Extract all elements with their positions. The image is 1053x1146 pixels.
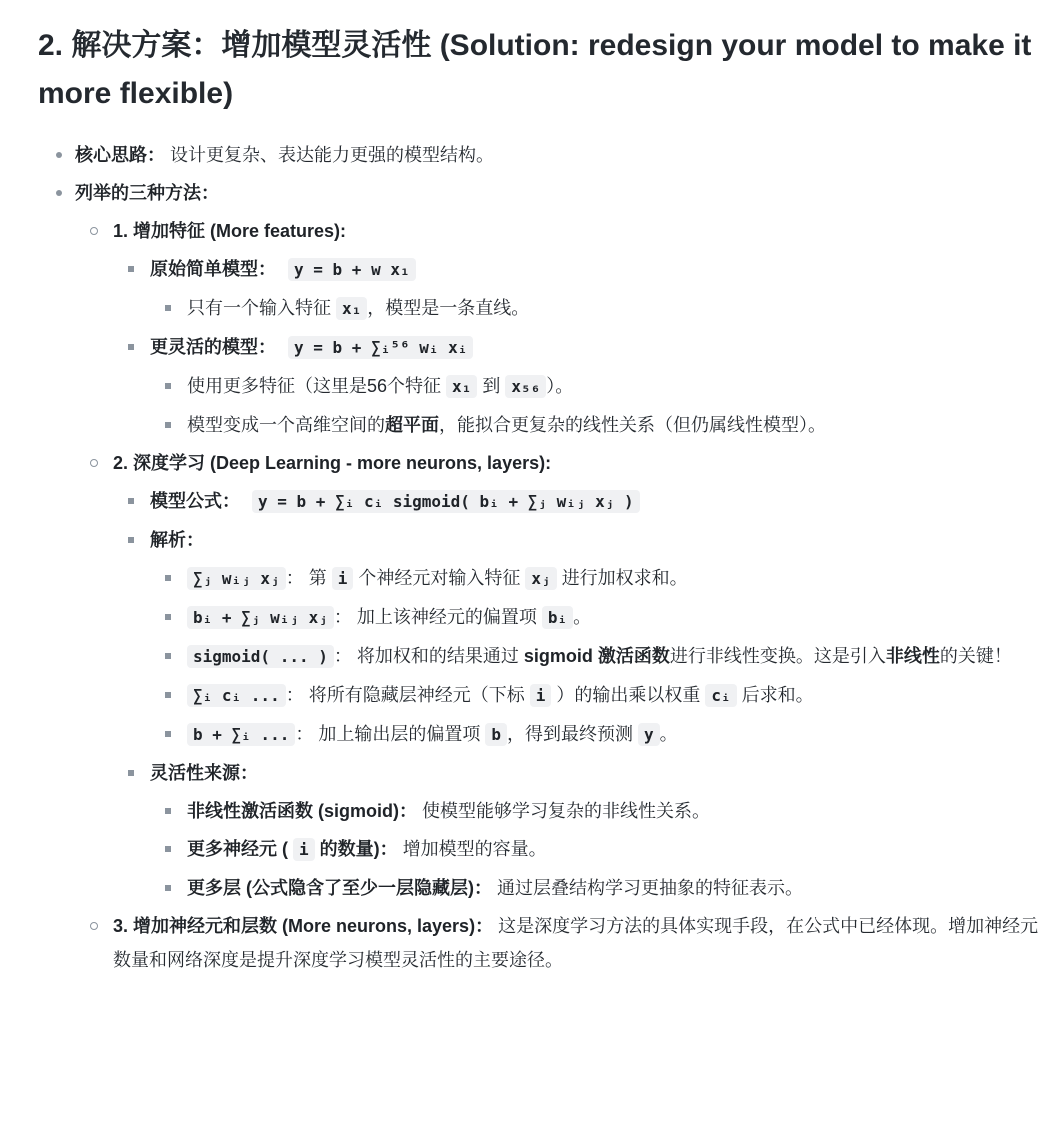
bullet-square-icon xyxy=(165,808,171,814)
simple-model-item: 原始简单模型： y = b + w x₁ xyxy=(38,252,1039,287)
flex-formula: y = b + ∑ᵢ⁵⁶ wᵢ xᵢ xyxy=(288,336,473,359)
bullet-square-icon xyxy=(128,537,134,543)
bullet-square-icon xyxy=(165,422,171,428)
bullet-square-icon xyxy=(128,770,134,776)
source-3: 更多层 (公式隐含了至少一层隐藏层)： 通过层叠结构学习更抽象的特征表示。 xyxy=(38,871,1039,905)
list-item-core: 核心思路： 设计更复杂、表达能力更强的模型结构。 xyxy=(38,138,1039,172)
source-item: 灵活性来源： xyxy=(38,756,1039,790)
bullet-square-icon xyxy=(128,498,134,504)
bullet-square-icon xyxy=(165,653,171,659)
bullet-circle-icon xyxy=(90,922,98,930)
flex-model-item: 更灵活的模型： y = b + ∑ᵢ⁵⁶ wᵢ xᵢ xyxy=(38,330,1039,365)
analysis-2: bᵢ + ∑ⱼ wᵢⱼ xⱼ ： 加上该神经元的偏置项 bᵢ 。 xyxy=(38,600,1039,635)
bullet-square-icon xyxy=(128,344,134,350)
formula-item: 模型公式： y = b + ∑ᵢ cᵢ sigmoid( bᵢ + ∑ⱼ wᵢⱼ xⱼ ) xyxy=(38,484,1039,519)
bullet-dot-icon xyxy=(56,190,62,196)
simple-formula: y = b + w x₁ xyxy=(288,258,416,281)
bullet-square-icon xyxy=(165,305,171,311)
bullet-circle-icon xyxy=(90,227,98,235)
bullet-square-icon xyxy=(165,383,171,389)
source-2: 更多神经元 ( i 的数量)： 增加模型的容量。 xyxy=(38,832,1039,867)
bullet-square-icon xyxy=(165,846,171,852)
analysis-item: 解析： xyxy=(38,523,1039,557)
method-1: 1. 增加特征 (More features): xyxy=(38,214,1039,248)
bullet-square-icon xyxy=(165,575,171,581)
bullet-dot-icon xyxy=(56,152,62,158)
bullet-square-icon xyxy=(165,885,171,891)
bullet-square-icon xyxy=(165,692,171,698)
flex-model-note-2: 模型变成一个高维空间的超平面，能拟合更复杂的线性关系（但仍属线性模型）。 xyxy=(38,408,1039,442)
analysis-4: ∑ᵢ cᵢ ... ： 将所有隐藏层神经元（下标 i ）的输出乘以权重 cᵢ 后求和。 xyxy=(38,678,1039,713)
simple-model-note: 只有一个输入特征 x₁ ，模型是一条直线。 xyxy=(38,291,1039,326)
bullet-square-icon xyxy=(128,266,134,272)
method-2: 2. 深度学习 (Deep Learning - more neurons, layers): xyxy=(38,446,1039,480)
section-heading: 2. 解决方案：增加模型灵活性 (Solution: redesign your model to make it more flexible) xyxy=(38,29,1032,110)
analysis-1: ∑ⱼ wᵢⱼ xⱼ ： 第 i 个神经元对输入特征 xⱼ 进行加权求和。 xyxy=(38,561,1039,596)
analysis-3: sigmoid( ... ) ： 将加权和的结果通过 sigmoid 激活函数进行非线性变换。这是引入非线性的关键！ xyxy=(38,639,1039,674)
analysis-5: b + ∑ᵢ ... ： 加上输出层的偏置项 b ，得到最终预测 y 。 xyxy=(38,717,1039,752)
list-item-methods: 列举的三种方法： xyxy=(38,176,1039,210)
bullet-square-icon xyxy=(165,731,171,737)
bullet-circle-icon xyxy=(90,459,98,467)
bullet-square-icon xyxy=(165,614,171,620)
dl-formula: y = b + ∑ᵢ cᵢ sigmoid( bᵢ + ∑ⱼ wᵢⱼ xⱼ ) xyxy=(252,490,640,513)
main-list xyxy=(38,138,1039,977)
method-3: 3. 增加神经元和层数 (More neurons, layers)： 这是深度学习方法的具体实现手段，在公式中已经体现。增加神经元数量和网络深度是提升深度学习模型灵活性的主要途径。 xyxy=(38,909,1039,977)
flex-model-note-1: 使用更多特征（这里是56个特征 x₁ 到 x₅₆ ）。 xyxy=(38,369,1039,404)
source-1: 非线性激活函数 (sigmoid)： 使模型能够学习复杂的非线性关系。 xyxy=(38,794,1039,828)
